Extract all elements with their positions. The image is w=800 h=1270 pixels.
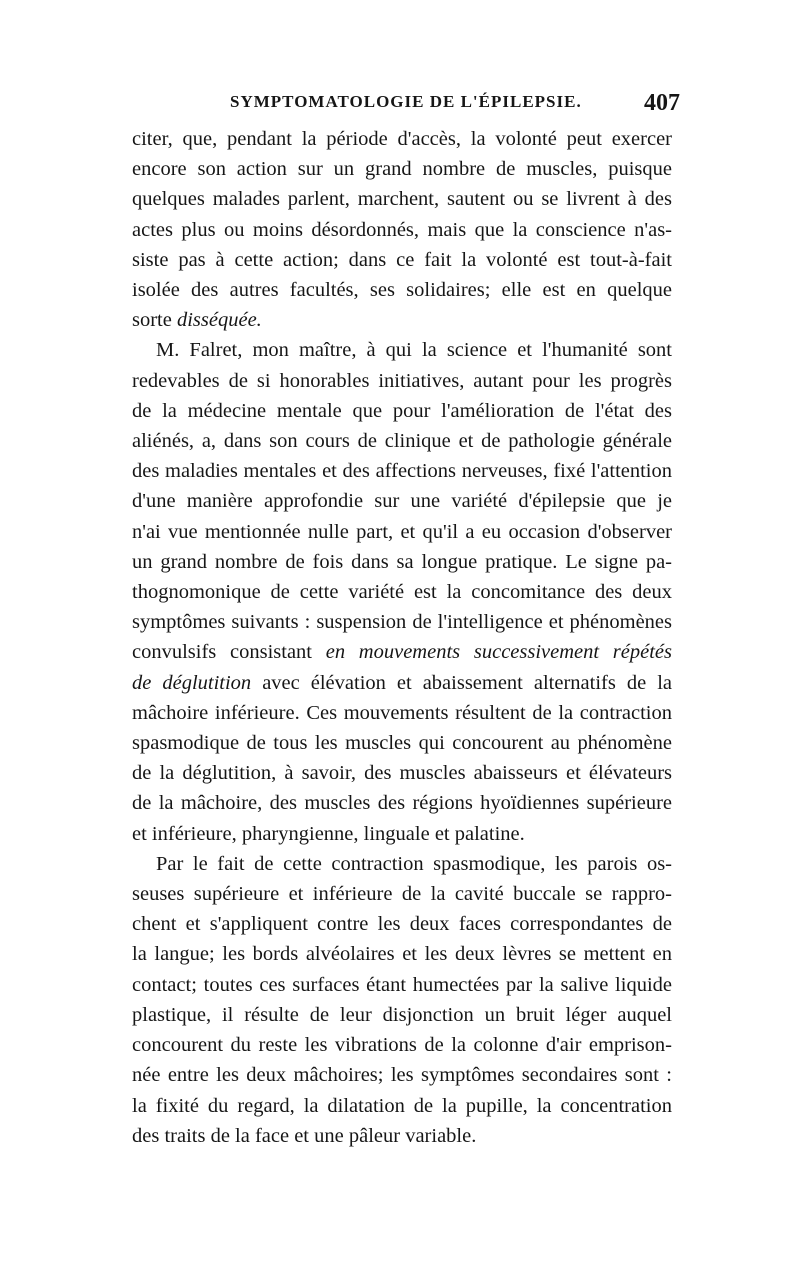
page-number: 407 xyxy=(644,90,680,116)
page-header xyxy=(230,90,680,118)
italic-fragment: en mouvements successivement répétés xyxy=(325,641,673,664)
italic-fragment: de déglutition xyxy=(132,671,252,694)
body-text xyxy=(132,124,672,1151)
text-line: quelques malades parlent, marchent, sautent ou se livrent à des xyxy=(132,188,672,211)
text-line: chent et s'appliquent contre les deux faces correspondantes de xyxy=(132,913,672,936)
text-line: thognomonique de cette variété est la concomitance des deux xyxy=(132,581,672,604)
text-line: siste pas à cette action; dans ce fait la volonté est tout-à-fait xyxy=(132,248,672,271)
text-line: isolée des autres facultés, ses solidaires; elle est en quelque xyxy=(132,279,672,302)
text-line: née entre les deux mâchoires; les symptômes secondaires sont : xyxy=(132,1064,672,1087)
text-line: un grand nombre de fois dans sa longue pratique. Le signe pa- xyxy=(132,550,672,573)
italic-fragment: disséquée. xyxy=(176,309,262,332)
text-line: citer, que, pendant la période d'accès, la volonté peut exercer xyxy=(132,128,672,150)
paragraph-1 xyxy=(132,124,672,335)
text-line: aliénés, a, dans son cours de clinique et de pathologie générale xyxy=(132,430,672,453)
text-line: redevables de si honorables initiatives, autant pour les progrès xyxy=(132,369,672,392)
text-line: spasmodique de tous les muscles qui concourent au phénomène xyxy=(132,732,672,755)
text-line: la langue; les bords alvéolaires et les deux lèvres se mettent en xyxy=(132,943,672,966)
text-line: M. Falret, mon maître, à qui la science et l'humanité sont xyxy=(156,339,672,362)
text-line: actes plus ou moins désordonnés, mais que la conscience n'as- xyxy=(132,218,672,241)
text-fragment: avec élévation et abaissement alternatifs de la xyxy=(262,671,673,694)
text-line: mâchoire inférieure. Ces mouvements résultent de la contraction xyxy=(132,701,672,724)
text-line: n'ai vue mentionnée nulle part, et qu'il a eu occasion d'observer xyxy=(132,520,672,543)
text-line: Par le fait de cette contraction spasmodique, les parois os- xyxy=(156,852,672,875)
text-line: plastique, il résulte de leur disjonction un bruit léger auquel xyxy=(132,1003,672,1026)
text-fragment: convulsifs consistant xyxy=(132,641,312,664)
text-line xyxy=(132,305,672,335)
text-line: de la mâchoire, des muscles des régions hyoïdiennes supérieure xyxy=(132,792,672,815)
paragraph-2 xyxy=(132,335,672,848)
text-line: de la médecine mentale que pour l'amélioration de l'état des xyxy=(132,399,672,422)
paragraph-3 xyxy=(132,849,672,1151)
text-line: de la déglutition, à savoir, des muscles abaisseurs et élévateurs xyxy=(132,762,672,785)
text-line: d'une manière approfondie sur une variété d'épilepsie que je xyxy=(132,490,672,513)
text-line: seuses supérieure et inférieure de la cavité buccale se rappro- xyxy=(132,883,672,906)
text-line xyxy=(132,668,672,698)
text-line: des traits de la face et une pâleur variable. xyxy=(132,1124,477,1147)
text-line: et inférieure, pharyngienne, linguale et palatine. xyxy=(132,822,525,845)
running-title: SYMPTOMATOLOGIE DE L'ÉPILEPSIE. xyxy=(230,92,582,111)
text-line: symptômes suivants : suspension de l'intelligence et phénomènes xyxy=(132,611,672,634)
text-fragment: sorte xyxy=(132,309,172,332)
text-line: des maladies mentales et des affections nerveuses, fixé l'attention xyxy=(132,460,672,483)
text-line: concourent du reste les vibrations de la colonne d'air emprison- xyxy=(132,1034,672,1057)
text-line: encore son action sur un grand nombre de muscles, puisque xyxy=(132,158,672,181)
text-line: la fixité du regard, la dilatation de la pupille, la concentration xyxy=(132,1094,672,1117)
text-line: contact; toutes ces surfaces étant humectées par la salive liquide xyxy=(132,973,672,996)
text-line xyxy=(132,637,672,667)
